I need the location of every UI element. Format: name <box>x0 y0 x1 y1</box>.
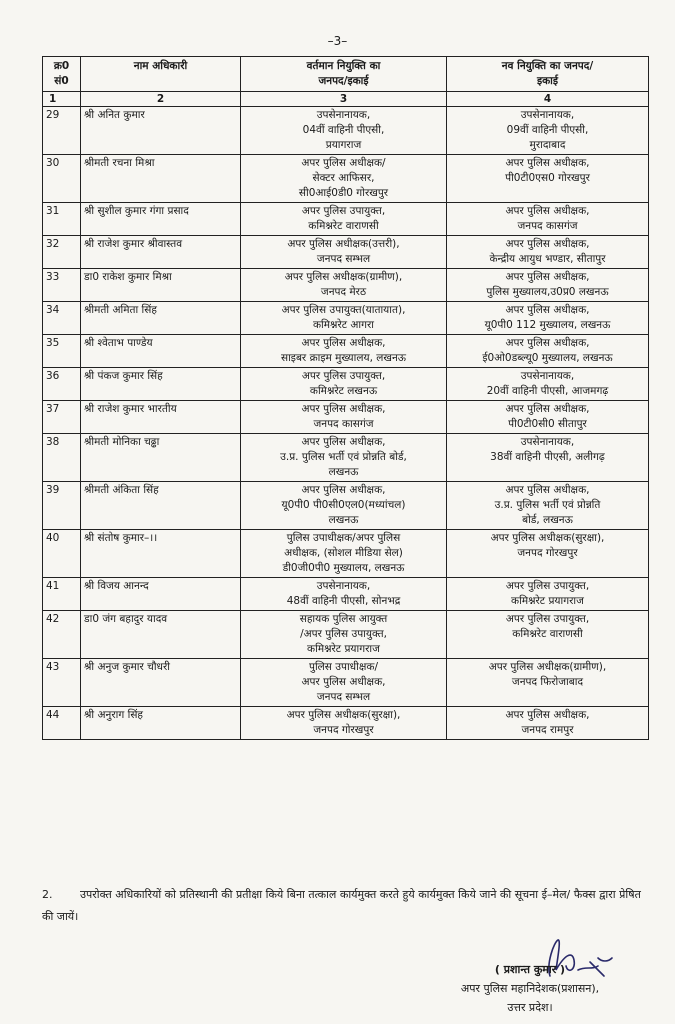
officer-name-cell: श्री अनुज कुमार चौधरी <box>81 659 241 707</box>
current-posting-cell: अपर पुलिस अधीक्षक(उत्तरी), जनपद सम्भल <box>241 236 447 269</box>
officer-name-cell: श्री सुशील कुमार गंगा प्रसाद <box>81 203 241 236</box>
officer-name-cell: श्रीमती अंकिता सिंह <box>81 482 241 530</box>
new-posting-cell: अपर पुलिस अधीक्षक, ई0ओ0डब्ल्यू0 मुख्यालय, लखनऊ <box>447 335 649 368</box>
table-row <box>43 203 649 236</box>
new-posting-cell: अपर पुलिस अधीक्षक, उ.प्र. पुलिस भर्ती एवं प्रोन्नति बोर्ड, लखनऊ <box>447 482 649 530</box>
current-posting-cell: अपर पुलिस अधीक्षक, साइबर क्राइम मुख्यालय, लखनऊ <box>241 335 447 368</box>
header-serial: क्र0 सं0 <box>43 57 81 92</box>
officer-name-cell: श्री पंकज कुमार सिंह <box>81 368 241 401</box>
current-posting-cell: पुलिस उपाधीक्षक/अपर पुलिस अधीक्षक, (सोशल मीडिया सेल) डी0जी0पी0 मुख्यालय, लखनऊ <box>241 530 447 578</box>
table-row <box>43 368 649 401</box>
signatory-designation: अपर पुलिस महानिदेशक(प्रशासन), <box>460 982 600 995</box>
page-number: –3– <box>327 34 348 48</box>
new-posting-cell: उपसेनानायक, 09वीं वाहिनी पीएसी, मुरादाबाद <box>447 107 649 155</box>
officer-name-cell: श्री संतोष कुमार–।। <box>81 530 241 578</box>
new-posting-cell: अपर पुलिस उपायुक्त, कमिश्नरेट प्रयागराज <box>447 578 649 611</box>
table-row <box>43 578 649 611</box>
header-new-posting: नव नियुक्ति का जनपद/ इकाई <box>447 57 649 92</box>
table-body <box>43 107 649 740</box>
new-posting-cell: अपर पुलिस अधीक्षक, जनपद कासगंज <box>447 203 649 236</box>
table-row <box>43 269 649 302</box>
current-posting-cell: उपसेनानायक, 48वीं वाहिनी पीएसी, सोनभद्र <box>241 578 447 611</box>
new-posting-cell: अपर पुलिस अधीक्षक, पी0टी0सी0 सीतापुर <box>447 401 649 434</box>
serial-number-cell: 43 <box>43 659 81 707</box>
current-posting-cell: अपर पुलिस अधीक्षक(सुरक्षा), जनपद गोरखपुर <box>241 707 447 740</box>
column-number-row <box>43 92 649 107</box>
serial-number-cell: 29 <box>43 107 81 155</box>
serial-number-cell: 33 <box>43 269 81 302</box>
officer-name-cell: श्रीमती अमिता सिंह <box>81 302 241 335</box>
officer-name-cell: श्री अनित कुमार <box>81 107 241 155</box>
column-number: 3 <box>241 92 447 107</box>
current-posting-cell: उपसेनानायक, 04वीं वाहिनी पीएसी, प्रयागराज <box>241 107 447 155</box>
current-posting-cell: अपर पुलिस उपायुक्त(यातायात), कमिश्नरेट आगरा <box>241 302 447 335</box>
table-row <box>43 659 649 707</box>
transfer-table <box>42 56 649 740</box>
new-posting-cell: अपर पुलिस अधीक्षक, पी0टी0एस0 गोरखपुर <box>447 155 649 203</box>
table-row <box>43 236 649 269</box>
new-posting-cell: अपर पुलिस अधीक्षक, जनपद रामपुर <box>447 707 649 740</box>
current-posting-cell: अपर पुलिस उपायुक्त, कमिश्नरेट वाराणसी <box>241 203 447 236</box>
serial-number-cell: 35 <box>43 335 81 368</box>
header-current-posting: वर्तमान नियुक्ति का जनपद/इकाई <box>241 57 447 92</box>
serial-number-cell: 42 <box>43 611 81 659</box>
current-posting-cell: पुलिस उपाधीक्षक/ अपर पुलिस अधीक्षक, जनपद सम्भल <box>241 659 447 707</box>
note-paragraph <box>42 884 648 928</box>
table-row <box>43 707 649 740</box>
current-posting-cell: अपर पुलिस उपायुक्त, कमिश्नरेट लखनऊ <box>241 368 447 401</box>
note-text: उपरोक्त अधिकारियों को प्रतिस्थानी की प्रतीक्षा किये बिना तत्काल कार्यमुक्त करते हुये कार्यमुक्त किये जाने की सूचना ई–मेल/ फैक्स द्वारा प्रेषित की जायें। <box>42 888 641 923</box>
table-header-row <box>43 57 649 92</box>
officer-name-cell: श्री विजय आनन्द <box>81 578 241 611</box>
officer-name-cell: श्री राजेश कुमार श्रीवास्तव <box>81 236 241 269</box>
serial-number-cell: 31 <box>43 203 81 236</box>
note-number: 2. <box>42 888 53 901</box>
serial-number-cell: 38 <box>43 434 81 482</box>
officer-name-cell: श्रीमती मोनिका चढ्ढा <box>81 434 241 482</box>
officer-name-cell: श्री अनुराग सिंह <box>81 707 241 740</box>
signatory-state: उत्तर प्रदेश। <box>507 1001 553 1014</box>
column-number: 1 <box>43 92 81 107</box>
column-number: 4 <box>447 92 649 107</box>
table-row <box>43 530 649 578</box>
signatory-name: ( प्रशान्त कुमार ) <box>494 963 566 976</box>
table-row <box>43 155 649 203</box>
serial-number-cell: 44 <box>43 707 81 740</box>
current-posting-cell: अपर पुलिस अधीक्षक(ग्रामीण), जनपद मेरठ <box>241 269 447 302</box>
table-row <box>43 302 649 335</box>
officer-name-cell: श्री राजेश कुमार भारतीय <box>81 401 241 434</box>
current-posting-cell: अपर पुलिस अधीक्षक, यू0पी0 पी0सी0एल0(मध्यांचल) लखनऊ <box>241 482 447 530</box>
header-officer-name: नाम अधिकारी <box>81 57 241 92</box>
serial-number-cell: 30 <box>43 155 81 203</box>
officer-name-cell: श्री श्वेताभ पाण्डेय <box>81 335 241 368</box>
table-row <box>43 401 649 434</box>
serial-number-cell: 37 <box>43 401 81 434</box>
table-row <box>43 107 649 155</box>
column-number: 2 <box>81 92 241 107</box>
new-posting-cell: अपर पुलिस अधीक्षक(ग्रामीण), जनपद फिरोजाबाद <box>447 659 649 707</box>
current-posting-cell: अपर पुलिस अधीक्षक/ सेक्टर आफिसर, सी0आई0डी0 गोरखपुर <box>241 155 447 203</box>
new-posting-cell: उपसेनानायक, 20वीं वाहिनी पीएसी, आजमगढ़ <box>447 368 649 401</box>
new-posting-cell: अपर पुलिस अधीक्षक, केन्द्रीय आयुध भण्डार, सीतापुर <box>447 236 649 269</box>
current-posting-cell: अपर पुलिस अधीक्षक, जनपद कासगंज <box>241 401 447 434</box>
current-posting-cell: अपर पुलिस अधीक्षक, उ.प्र. पुलिस भर्ती एवं प्रोन्नति बोर्ड, लखनऊ <box>241 434 447 482</box>
officer-name-cell: डा0 जंग बहादुर यादव <box>81 611 241 659</box>
new-posting-cell: अपर पुलिस अधीक्षक, यू0पी0 112 मुख्यालय, लखनऊ <box>447 302 649 335</box>
table-row <box>43 611 649 659</box>
new-posting-cell: उपसेनानायक, 38वीं वाहिनी पीएसी, अलीगढ़ <box>447 434 649 482</box>
current-posting-cell: सहायक पुलिस आयुक्त /अपर पुलिस उपायुक्त, कमिश्नरेट प्रयागराज <box>241 611 447 659</box>
table-row <box>43 335 649 368</box>
table-row <box>43 434 649 482</box>
serial-number-cell: 41 <box>43 578 81 611</box>
new-posting-cell: अपर पुलिस अधीक्षक, पुलिस मुख्यालय,उ0प्र0 लखनऊ <box>447 269 649 302</box>
serial-number-cell: 40 <box>43 530 81 578</box>
new-posting-cell: अपर पुलिस अधीक्षक(सुरक्षा), जनपद गोरखपुर <box>447 530 649 578</box>
officer-name-cell: डा0 राकेश कुमार मिश्रा <box>81 269 241 302</box>
serial-number-cell: 39 <box>43 482 81 530</box>
new-posting-cell: अपर पुलिस उपायुक्त, कमिश्नरेट वाराणसी <box>447 611 649 659</box>
serial-number-cell: 34 <box>43 302 81 335</box>
officer-name-cell: श्रीमती रचना मिश्रा <box>81 155 241 203</box>
signature-block <box>400 960 660 1017</box>
serial-number-cell: 32 <box>43 236 81 269</box>
serial-number-cell: 36 <box>43 368 81 401</box>
table-row <box>43 482 649 530</box>
